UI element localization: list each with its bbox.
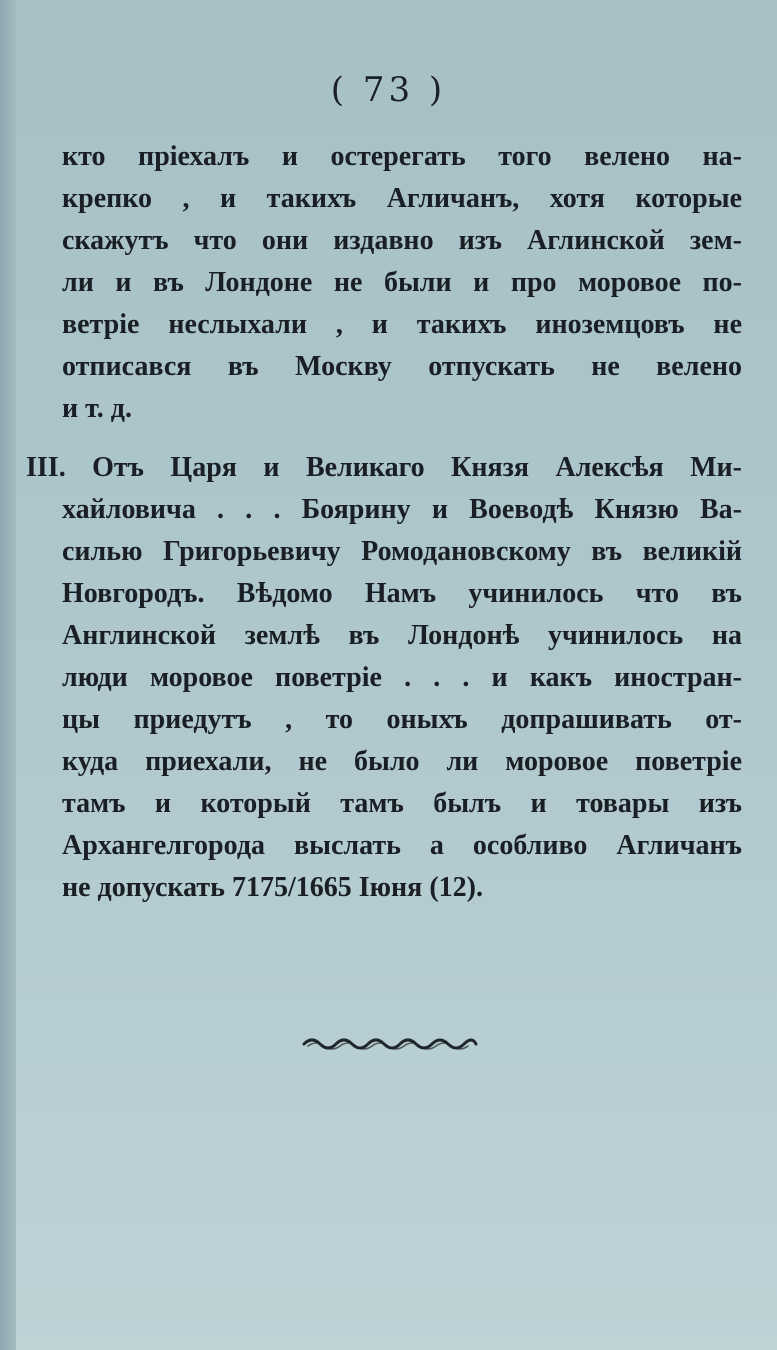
paragraph-1-line: скажутъ что они издавно изъ Аглинской зем- [62,225,742,256]
paragraph-2-line: силью Григорьевичу Ромодановскому въ великій [62,536,742,567]
paragraph-2-line: Архангелгорода выслать а особливо Агличанъ [62,830,742,861]
paragraph-2 [26,447,742,909]
paragraph-1-line: и т. д. [62,393,132,424]
page-binding-edge [0,0,16,1350]
paragraph-1-line: отписався въ Москву отпускать не велено [62,351,742,382]
paragraph-2-line: не допускать 7175/1665 Іюня (12). [62,872,483,903]
paragraph-2-line: цы приедутъ , то оныхъ допрашивать от- [62,704,742,735]
paragraph-2-line: Англинской землѣ въ Лондонѣ учинилось на [62,620,742,651]
paragraph-2-line: III. Отъ Царя и Великаго Князя Алексѣя Ми- [26,452,742,483]
paragraph-1-line: ветріе неслыхали , и такихъ иноземцовъ не [62,309,742,340]
paragraph-1-line: ли и въ Лондоне не были и про моровое по- [62,267,742,298]
paragraph-2-line: люди моровое поветріе . . . и какъ иностран- [62,662,742,693]
paragraph-1 [62,136,742,430]
section-end-ornament [300,1030,480,1054]
paragraph-2-line: хайловича . . . Боярину и Воеводѣ Князю Ва- [62,494,742,525]
paragraph-2-line: куда приехали, не было ли моровое поветріе [62,746,742,777]
paragraph-1-line: кто пріехалъ и остерегать того велено на- [62,141,742,172]
page-number: ( 73 ) [330,70,447,110]
paragraph-1-line: крепко , и такихъ Агличанъ, хотя которые [62,183,742,214]
paragraph-2-line: Новгородъ. Вѣдомо Намъ учинилось что въ [62,578,742,609]
paragraph-2-line: тамъ и который тамъ былъ и товары изъ [62,788,742,819]
